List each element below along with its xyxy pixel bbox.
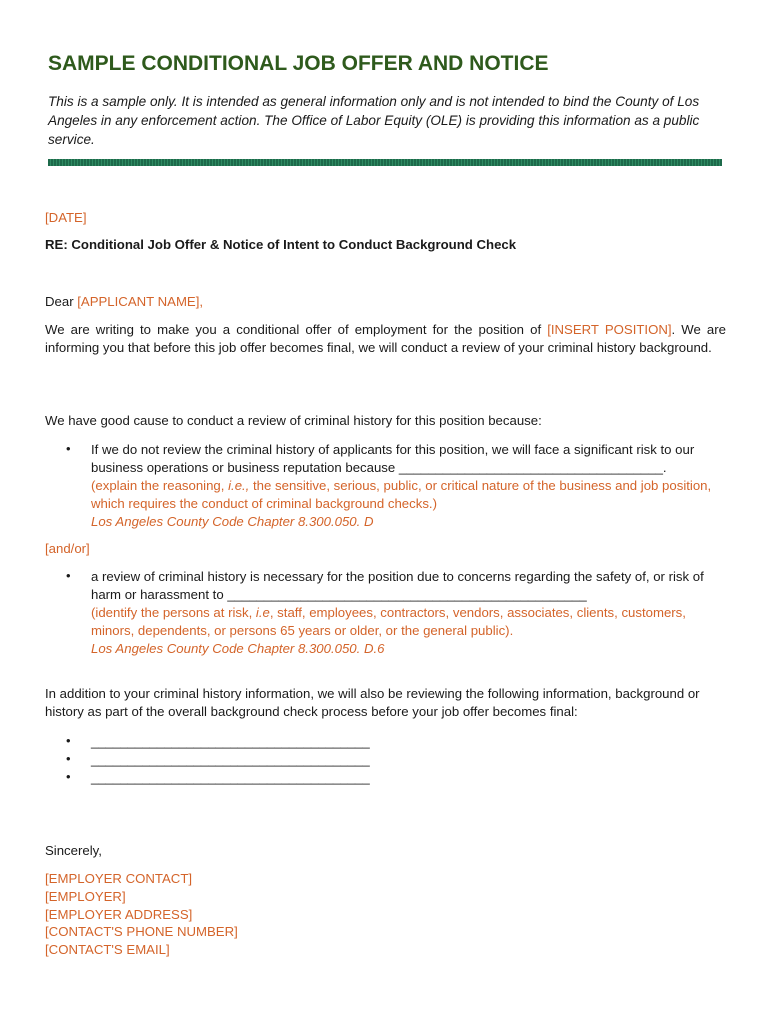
offer-text-start: We are writing to make you a conditional offer of employment for the position of (45, 322, 548, 337)
salutation-prefix: Dear (45, 294, 78, 309)
signature-block (45, 870, 238, 959)
blank-line: ______________________________________ (91, 734, 370, 749)
signature-email: [CONTACT'S EMAIL] (45, 942, 170, 958)
hint-text-end: the sensitive, serious, public, or critical nature of the business and job position, which requires the conduct of criminal background checks.) (91, 478, 712, 511)
subject-line: RE: Conditional Job Offer & Notice of Intent to Conduct Background Check (45, 237, 517, 252)
hint-abbrev: i.e (255, 605, 270, 620)
blank-line: ______________________________________ (91, 752, 370, 767)
closing: Sincerely, (45, 843, 102, 858)
bullet-dot: • (66, 733, 71, 748)
code-citation: Los Angeles County Code Chapter 8.300.050. D (91, 514, 374, 529)
bullet-text: a review of criminal history is necessary for the position due to concerns regarding the safety of, or risk of harm or harassment to _________________________________________________ (91, 569, 704, 602)
bullet-item-business-risk (91, 441, 727, 531)
hint-abbrev: i.e., (228, 478, 250, 493)
bullet-dot: • (66, 441, 71, 456)
date-placeholder: [DATE] (45, 210, 87, 225)
bullet-text: If we do not review the criminal history of applicants for this position, we will face a significant risk to our business operations or business reputation because ____________________________________. (91, 442, 695, 475)
signature-address: [EMPLOYER ADDRESS] (45, 906, 193, 922)
bullet-hint (91, 477, 727, 513)
page-title: SAMPLE CONDITIONAL JOB OFFER AND NOTICE (48, 52, 549, 75)
section-divider (48, 159, 722, 166)
signature-employer: [EMPLOYER] (45, 888, 126, 904)
bullet-hint (91, 604, 727, 640)
blank-line: ______________________________________ (91, 770, 370, 785)
applicant-name-placeholder: [APPLICANT NAME], (77, 294, 204, 309)
code-citation: Los Angeles County Code Chapter 8.300.050. D.6 (91, 641, 385, 656)
hint-text-start: (identify the persons at risk, (91, 605, 256, 620)
bullet-dot: • (66, 769, 71, 784)
disclaimer-text: This is a sample only. It is intended as general information only and is not intended to bind the County of Los Angeles in any enforcement action. The Office of Labor Equity (OLE) is providing this information as a public service. (48, 94, 700, 147)
offer-paragraph (45, 321, 726, 357)
signature-phone: [CONTACT'S PHONE NUMBER] (45, 924, 238, 940)
bullet-dot: • (66, 751, 71, 766)
signature-contact: [EMPLOYER CONTACT] (45, 871, 193, 886)
additional-checks-paragraph: In addition to your criminal history information, we will also be reviewing the following information, background or history as part of the overall background check process before your job offer becomes final: (45, 686, 700, 719)
position-placeholder: [INSERT POSITION] (547, 322, 672, 337)
hint-text-start: (explain the reasoning, (91, 478, 229, 493)
hint-text-end: , staff, employees, contractors, vendors, associates, clients, customers, minors, dependents, or persons 65 years or older, or the general public). (91, 605, 686, 638)
and-or-placeholder: [and/or] (45, 541, 90, 556)
salutation (45, 293, 203, 311)
offer-text-end: . We are informing you that before this job offer becomes final, we will conduct a review of your criminal history background. (45, 322, 726, 355)
good-cause-paragraph: We have good cause to conduct a review of criminal history for this position because: (45, 413, 542, 428)
bullet-item-safety-risk (91, 568, 727, 658)
bullet-dot: • (66, 568, 71, 583)
